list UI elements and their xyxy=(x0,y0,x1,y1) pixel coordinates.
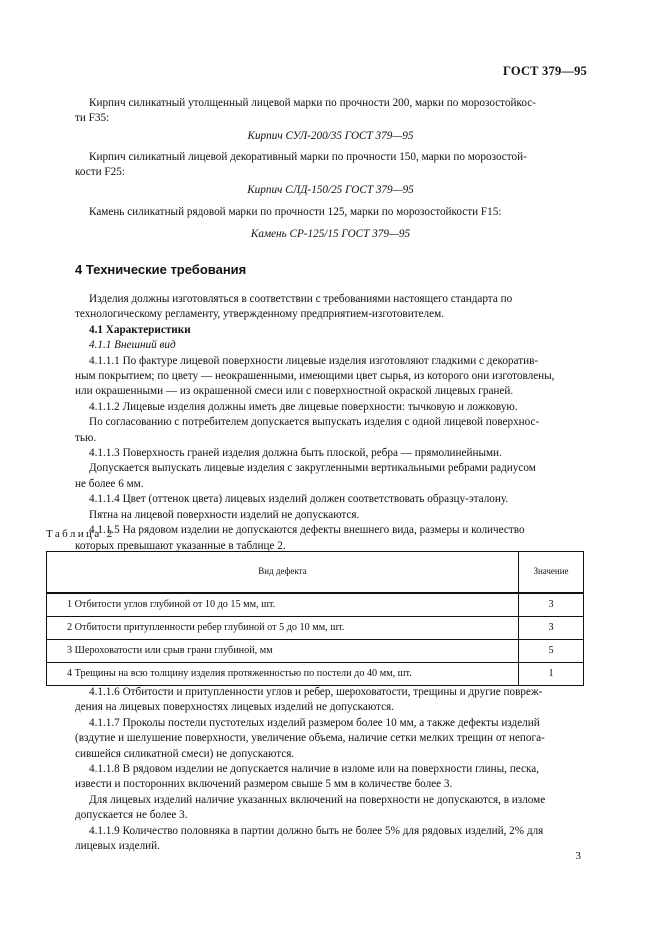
subsection-heading: 4.1.1 Внешний вид xyxy=(89,339,176,352)
text-line: Изделия должны изготовляться в соответствии с требованиями настоящего стандарта по xyxy=(89,293,513,305)
column-header: Значение xyxy=(519,552,584,594)
text-line: которых превышают указанные в таблице 2. xyxy=(75,539,286,552)
table-row xyxy=(47,617,584,640)
subsection-heading: 4.1 Характеристики xyxy=(89,323,191,336)
intro-paragraph-1 xyxy=(75,96,585,127)
table-caption: Таблица 2 xyxy=(46,528,115,540)
defect-name: 2 Отбитости притупленности ребер глубиной от 5 до 10 мм, шт. xyxy=(47,617,519,640)
text-line: 4.1.1.2 Лицевые изделия должны иметь две лицевые поверхности: тычковую и ложковую. xyxy=(89,400,518,413)
text-line: (вздутие и шелушение поверхности, увеличение объема, наличие сетки мелких трещин от непога- xyxy=(75,732,545,745)
text-line: 4.1.1.7 Проколы постели пустотелых изделий размером более 10 мм, а также дефекты изделий xyxy=(89,716,540,729)
section-title: 4 Технические требования xyxy=(75,262,247,277)
standard-code: ГОСТ 379—95 xyxy=(503,64,587,78)
designation-3: Камень СР-125/15 ГОСТ 379—95 xyxy=(250,228,411,240)
text-line: 4.1.1.5 На рядовом изделии не допускаются дефекты внешнего вида, размеры и количество xyxy=(89,524,525,537)
defect-value: 1 xyxy=(519,663,584,686)
text-line: ти F35: xyxy=(75,112,110,125)
defect-name: 4 Трещины на всю толщину изделия протяженностью по постели до 40 мм, шт. xyxy=(47,663,519,686)
text-line: лицевых изделий. xyxy=(75,840,160,853)
text-line: сившейся силикатной смеси) не допускаются. xyxy=(75,747,295,760)
table-row xyxy=(47,663,584,686)
table-row xyxy=(47,640,584,663)
text-line: Допускается выпускать лицевые изделия с закругленными вертикальными ребрами радиусом xyxy=(89,462,536,475)
text-line: кости F25: xyxy=(75,166,125,179)
defect-name: 3 Шероховатости или срыв грани глубиной, мм xyxy=(47,640,519,663)
text-line: не более 6 мм. xyxy=(75,477,144,490)
text-line: Кирпич силикатный лицевой декоративный марки по прочности 150, марки по морозостой- xyxy=(89,151,527,163)
text-line: 4.1.1.9 Количество половняка в партии должно быть не более 5% для рядовых изделий, 2% для xyxy=(89,824,544,837)
text-line: 4.1.1.1 По фактуре лицевой поверхности лицевые изделия изготовляют гладкими с декоратив- xyxy=(89,354,539,367)
defect-value: 3 xyxy=(519,617,584,640)
text-line: допускается не более 3. xyxy=(75,809,188,822)
text-line: извести и посторонних включений размером свыше 5 мм в количестве более 3. xyxy=(75,778,453,791)
text-line: или окрашенными — из окрашенной смеси или с поверхностной окраской лицевых граней. xyxy=(75,385,514,398)
after-table-text xyxy=(75,685,585,854)
table-header-row xyxy=(47,552,584,594)
text-line: технологическому регламенту, утвержденному предприятием-изготовителем. xyxy=(75,308,444,321)
text-line: дения на лицевых поверхностях лицевых изделий не допускаются. xyxy=(75,701,394,714)
defects-table xyxy=(46,551,584,686)
designation-2: Кирпич СЛД-150/25 ГОСТ 379—95 xyxy=(247,184,414,196)
text-line: 4.1.1.6 Отбитости и притупленности углов и ребер, шероховатости, трещины и другие повреж- xyxy=(89,686,543,698)
page-number: 3 xyxy=(575,850,581,862)
text-line: тью. xyxy=(75,431,97,444)
text-line: 4.1.1.4 Цвет (оттенок цвета) лицевых изделий должен соответствовать образцу-эталону. xyxy=(89,493,509,506)
text-line: 4.1.1.3 Поверхность граней изделия должна быть плоской, ребра — прямолинейными. xyxy=(89,447,502,460)
text-line: ным покрытием; по цвету — неокрашенными, имеющими цвет сырья, из которого они изготовлены, xyxy=(75,370,555,383)
text-line: Пятна на лицевой поверхности изделий не допускаются. xyxy=(89,508,360,521)
column-header: Вид дефекта xyxy=(47,552,519,594)
text-line: Кирпич силикатный утолщенный лицевой марки по прочности 200, марки по морозостойкос- xyxy=(89,97,536,109)
designation-1: Кирпич СУЛ-200/35 ГОСТ 379—95 xyxy=(247,130,414,142)
defect-value: 5 xyxy=(519,640,584,663)
defect-value: 3 xyxy=(519,593,584,617)
text-line: Камень силикатный рядовой марки по прочности 125, марки по морозостойкости F15: xyxy=(89,206,502,218)
intro-paragraph-3 xyxy=(75,205,585,220)
section-body xyxy=(75,292,585,554)
table-row xyxy=(47,593,584,617)
text-line: 4.1.1.8 В рядовом изделии не допускается наличие в изломе или на поверхности глины, песка, xyxy=(89,763,539,776)
text-line: По согласованию с потребителем допускается выпускать изделия с одной лицевой поверхнос- xyxy=(89,416,540,429)
defect-name: 1 Отбитости углов глубиной от 10 до 15 мм, шт. xyxy=(47,593,519,617)
intro-paragraph-2 xyxy=(75,150,585,181)
text-line: Для лицевых изделий наличие указанных включений на поверхности не допускаются, в изломе xyxy=(89,793,546,806)
